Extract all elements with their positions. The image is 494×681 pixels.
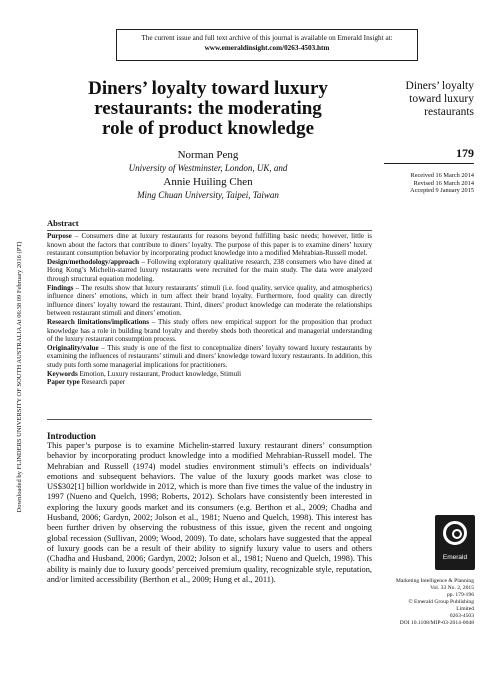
introduction-body: This paper’s purpose is to examine Michelin-starred luxury restaurant diners’ consumption behavior by incorporating product knowledge into a modified Mehrabian-Russell model. The Mehrabian and Russell (1974) model studies environment stimuli’s effects on individuals’ emotions and subsequent behaviors. The value of the luxury goods market was close to US$302[1] billion worldwide in 2012, which is more than five times the value of the industry in 1997 (Nueno and Quelch, 1998; Roberts, 2012). Scholars have consistently been interested in exploring the luxury goods market and its consumers (e.g. Berthon et al., 2009; Chadha and Husband, 2006; Gardyn, 2002; Jolson et al., 1981; Nueno and Quelch, 1998). This interest has been further driven by observing the robustness of this issue, given the recent and ongoing global recession (Sullivan, 2009; Wood, 2009). To date, scholars have suggested that the appeal of luxury goods can be a result of their ability to signify luxury value to users and others (Chadha and Husband, 2006; Gardyn, 2002; Jolson et al., 1981; Nueno and Quelch, 1998). This ability is mainly due to luxury goods’ perceived premium quality, recognizable style, reputation, and/or limited accessibility (Berthon et al., 2009; Hung et al., 2011). (47, 441, 372, 584)
abstract-design: Design/methodology/approach – Following exploratory qualitative research, 238 consumers who have dined at Hong Kong’s Michelin-starred luxury restaurants were recruited for the main study. The data were analyzed through structural equation modeling. (47, 257, 372, 283)
divider (47, 230, 372, 231)
emerald-logo-icon (443, 521, 467, 545)
article-title: Diners’ loyalty toward luxury restaurants: the moderating role of product knowledge (88, 78, 328, 139)
logo-word: Emerald (442, 554, 468, 561)
author-affiliation: Ming Chuan University, Taipei, Taiwan (137, 190, 279, 200)
author-name: Norman Peng (177, 149, 239, 161)
download-stamp: Downloaded by FLINDERS UNIVERSITY OF SOUTH AUSTRALIA At 06:38 09 February 2016 (PT) (16, 241, 23, 513)
divider (47, 419, 372, 420)
abstract-keywords: Keywords Emotion, Luxury restaurant, Product knowledge, Stimuli (47, 369, 242, 378)
divider (384, 163, 474, 164)
abstract-paper-type: Paper type Research paper (47, 378, 126, 387)
abstract-limitations: Research limitations/implications – This study offers new empirical support for the proposition that product knowledge has a role in building brand loyalty and thereby sheds both theoretical and managerial understanding of the luxury restaurant consumption process. (47, 317, 373, 344)
article-dates: Received 16 March 2014 Revised 16 March 2014 Accepted 9 January 2015 (410, 172, 474, 195)
running-title: Diners’ loyalty toward luxury restaurants (405, 80, 474, 118)
journal-link[interactable]: www.emeraldinsight.com/0263-4503.htm (204, 44, 330, 52)
section-heading: Introduction (47, 431, 96, 441)
journal-notice-box (116, 29, 418, 61)
page-number: 179 (456, 146, 474, 160)
abstract-originality: Originality/value – This study is one of the first to conceptualize diners’ loyalty toward luxury restaurants by examining the influences of restaurants’ stimuli and diners’ knowledge toward luxury restaurants. In addition, this study puts forth some managerial implications for practitioners. (47, 343, 372, 369)
abstract-findings: Findings – The results show that luxury restaurants’ stimuli (i.e. food quality, service quality, and atmospherics) influence diners’ emotions, which in turn affect their brand loyalty. Furthermore, food quality can directly influence diners’ loyalty toward the restaurant. Third, diners’ product knowledge can moderate the relationships between restaurant stimuli and diners’ emotion. (47, 283, 372, 318)
abstract-body (47, 232, 372, 387)
journal-citation: Marketing Intelligence & Planning Vol. 33 No. 2, 2015 pp. 179-196 © Emerald Group Publishing Limited 0263-4503 DOI 10.1108/MIP-03-2014-0048 (395, 578, 474, 626)
abstract-purpose: Purpose – Consumers dine at luxury restaurants for reasons beyond fulfilling basic needs; however, little is known about the factors that contribute to diners’ loyalty. The purpose of this paper is to examine diners’ luxury restaurant consumption behavior by incorporating product knowledge into a modified Mehrabian-Russell model. (47, 232, 372, 258)
author-affiliation: University of Westminster, London, UK, and (128, 163, 288, 173)
emerald-logo (435, 515, 475, 570)
abstract-heading: Abstract (47, 218, 79, 228)
notice-text: The current issue and full text archive of this journal is available on Emerald Insight at: (141, 34, 393, 42)
author-name: Annie Huiling Chen (163, 176, 253, 188)
